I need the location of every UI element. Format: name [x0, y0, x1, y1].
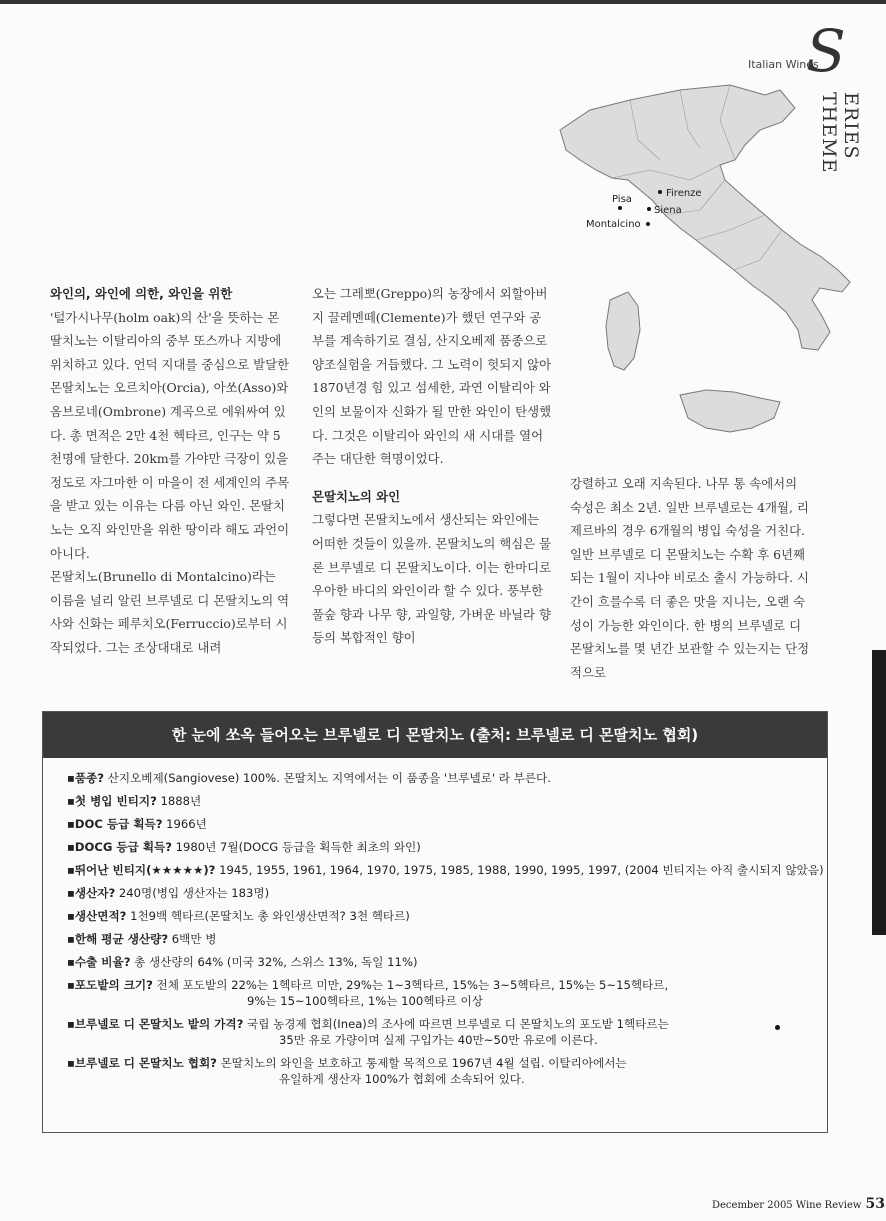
- fact-list: [67, 770, 824, 1094]
- fact-continuation: 유일하게 생산자 100%가 협회에 소속되어 있다.: [279, 1072, 525, 1086]
- series-big-letter: S: [806, 17, 846, 85]
- top-rule: [0, 0, 886, 4]
- fact-text: 1966년: [162, 817, 207, 831]
- fact-label: ▪뛰어난 빈티지(★★★★★)?: [67, 863, 216, 877]
- article-paragraph: 강렬하고 오래 지속된다. 나무 통 속에서의 숙성은 최소 2년. 일반 브루넬로는 4개월, 리제르바의 경우 6개월의 병입 숙성을 거친다. 일반 브루넬로 디 몬딸치노는 수확 후 6년째 되는 1월이 지나야 비로소 출시 가능하다. 시간이 흐를수록 더 좋은 맛을 지니는, 오랜 숙성이 가능한 와인이다. 한 병의 브루넬로 디 몬딸치노를 몇 년간 보관할 수 있는지는 단정적으로: [570, 476, 810, 680]
- fact-item: [67, 885, 817, 901]
- article-paragraph: 몬딸치노(Brunello di Montalcino)라는 이름을 널리 알린 브루넬로 디 몬딸치노의 역사와 신화는 페루치오(Ferruccio)로부터 시작되었다. 그는 조상대대로 내려: [50, 569, 290, 655]
- fact-item: [67, 908, 817, 924]
- fact-label: ▪생산자?: [67, 886, 116, 900]
- article-column-2: [312, 282, 552, 650]
- fact-box-title: 한 눈에 쏘옥 들어오는 브루넬로 디 몬딸치노 (출처: 브루넬로 디 몬딸치노 협회): [43, 712, 827, 758]
- fact-label: ▪첫 병입 빈티지?: [67, 794, 157, 808]
- fact-text: 240명(병입 생산자는 183명): [115, 886, 270, 900]
- article-paragraph: '털가시나무(holm oak)의 산'을 뜻하는 몬딸치노는 이탈리아의 중부 또스까나 지방에 위치하고 있다. 언덕 지대를 중심으로 발달한 몬딸치노는 오르치아(Orcia), 아쏘(Asso)와 옴브로네(Ombrone) 계곡으로 에워싸여 있다. 총 면적은 2만 4천 헥타르, 인구는 약 5천명에 달한다. 20km를 가야만 극장이 있을 정도로 자그마한 이 마을이 전 세계인의 주목을 받고 있는 이유는 다름 아닌 와인. 몬딸치노는 오직 와인만을 위한 땅이라 해도 과언이 아니다.: [50, 309, 290, 561]
- bullet-dot-icon: [775, 1025, 780, 1030]
- side-tab-marker: [872, 650, 886, 935]
- fact-text: 총 생산량의 64% (미국 32%, 스위스 13%, 독일 11%): [130, 955, 418, 969]
- fact-text: 국립 농경제 협회(Inea)의 조사에 따르면 브루넬로 디 몬딸치노의 포도밭 1헥타르는: [243, 1017, 669, 1031]
- article-column-1: [50, 282, 290, 660]
- fact-item: [67, 1055, 817, 1087]
- fact-text: 1980년 7월(DOCG 등급을 획득한 최초의 와인): [171, 840, 421, 854]
- map-label-pisa: Pisa: [612, 194, 632, 205]
- fact-item: [67, 1016, 817, 1048]
- fact-text: 산지오베제(Sangiovese) 100%. 몬딸치노 지역에서는 이 품종을 '브루넬로' 라 부른다.: [103, 771, 551, 785]
- fact-continuation: 9%는 15~100헥타르, 1%는 100헥타르 이상: [247, 994, 483, 1008]
- map-label-firenze: Firenze: [666, 188, 702, 199]
- fact-item: [67, 862, 824, 878]
- fact-item: [67, 839, 817, 855]
- fact-label: ▪DOC 등급 획득?: [67, 817, 163, 831]
- fact-text: 전체 포도밭의 22%는 1헥타르 미만, 29%는 1~3헥타르, 15%는 3~5헥타르, 15%는 5~15헥타르,: [152, 978, 669, 992]
- map-label-siena: Siena: [654, 205, 682, 216]
- fact-item: [67, 793, 817, 809]
- fact-text: 6백만 병: [168, 932, 217, 946]
- article-paragraph: 오는 그레뽀(Greppo)의 농장에서 외할아버지 끌레멘떼(Clemente)가 했던 연구와 공부를 계속하기로 결심, 산지오베제 품종으로 양조실험을 거듭했다. 그 노력이 헛되지 않아 1870년경 힘 있고 섬세한, 과연 이탈리아 와인의 보물이자 신화가 될 만한 와인이 탄생했다. 그것은 이탈리아 와인의 새 시대를 열어주는 대단한 혁명이었다.: [312, 286, 552, 467]
- section-heading: 와인의, 와인에 의한, 와인을 위한: [50, 286, 233, 301]
- series-vertical-title: ERIES THEME: [818, 92, 862, 174]
- fact-label: ▪한해 평균 생산량?: [67, 932, 169, 946]
- fact-label: ▪생산면적?: [67, 909, 127, 923]
- fact-item: [67, 954, 817, 970]
- page-footer: [712, 1196, 885, 1212]
- fact-item: [67, 977, 817, 1009]
- fact-item: [67, 816, 817, 832]
- fact-label: ▪품종?: [67, 771, 104, 785]
- fact-box: [42, 711, 828, 1133]
- fact-item: [67, 931, 817, 947]
- issue-label: December 2005 Wine Review: [712, 1200, 862, 1211]
- fact-text: 1천9백 헥타르(몬딸치노 총 와인생산면적? 3천 헥타르): [126, 909, 410, 923]
- fact-text: 1888년: [156, 794, 202, 808]
- italy-map: [520, 30, 860, 470]
- fact-label: ▪브루넬로 디 몬딸치노 협회?: [67, 1056, 217, 1070]
- fact-label: ▪포도밭의 크기?: [67, 978, 153, 992]
- article-column-3: [570, 472, 810, 684]
- fact-text: 몬딸치노의 와인을 보호하고 통제할 목적으로 1967년 4월 설립. 이탈리아에서는: [216, 1056, 627, 1070]
- page-number: 53: [865, 1196, 885, 1212]
- fact-label: ▪브루넬로 디 몬딸치노 밭의 가격?: [67, 1017, 244, 1031]
- map-label-montalcino: Montalcino: [586, 219, 641, 230]
- fact-label: ▪DOCG 등급 획득?: [67, 840, 172, 854]
- series-title: Italian Wines: [748, 58, 819, 71]
- article-paragraph: 그렇다면 몬딸치노에서 생산되는 와인에는 어떠한 것들이 있을까. 몬딸치노의 핵심은 물론 브루넬로 디 몬딸치노이다. 이는 한마디로 우아한 바디의 와인이라 할 수 있다. 풍부한 풀숲 향과 나무 향, 과일향, 가벼운 바닐라 향 등의 복합적인 향이: [312, 512, 552, 646]
- fact-item: [67, 770, 817, 786]
- section-heading: 몬딸치노의 와인: [312, 488, 401, 504]
- fact-continuation: 35만 유로 가량이며 실제 구입가는 40만~50만 유로에 이른다.: [279, 1033, 598, 1047]
- fact-text: 1945, 1955, 1961, 1964, 1970, 1975, 1985, 1988, 1990, 1995, 1997, (2004 빈티지는 아직 출시되지 않았음): [215, 863, 824, 877]
- fact-label: ▪수출 비율?: [67, 955, 131, 969]
